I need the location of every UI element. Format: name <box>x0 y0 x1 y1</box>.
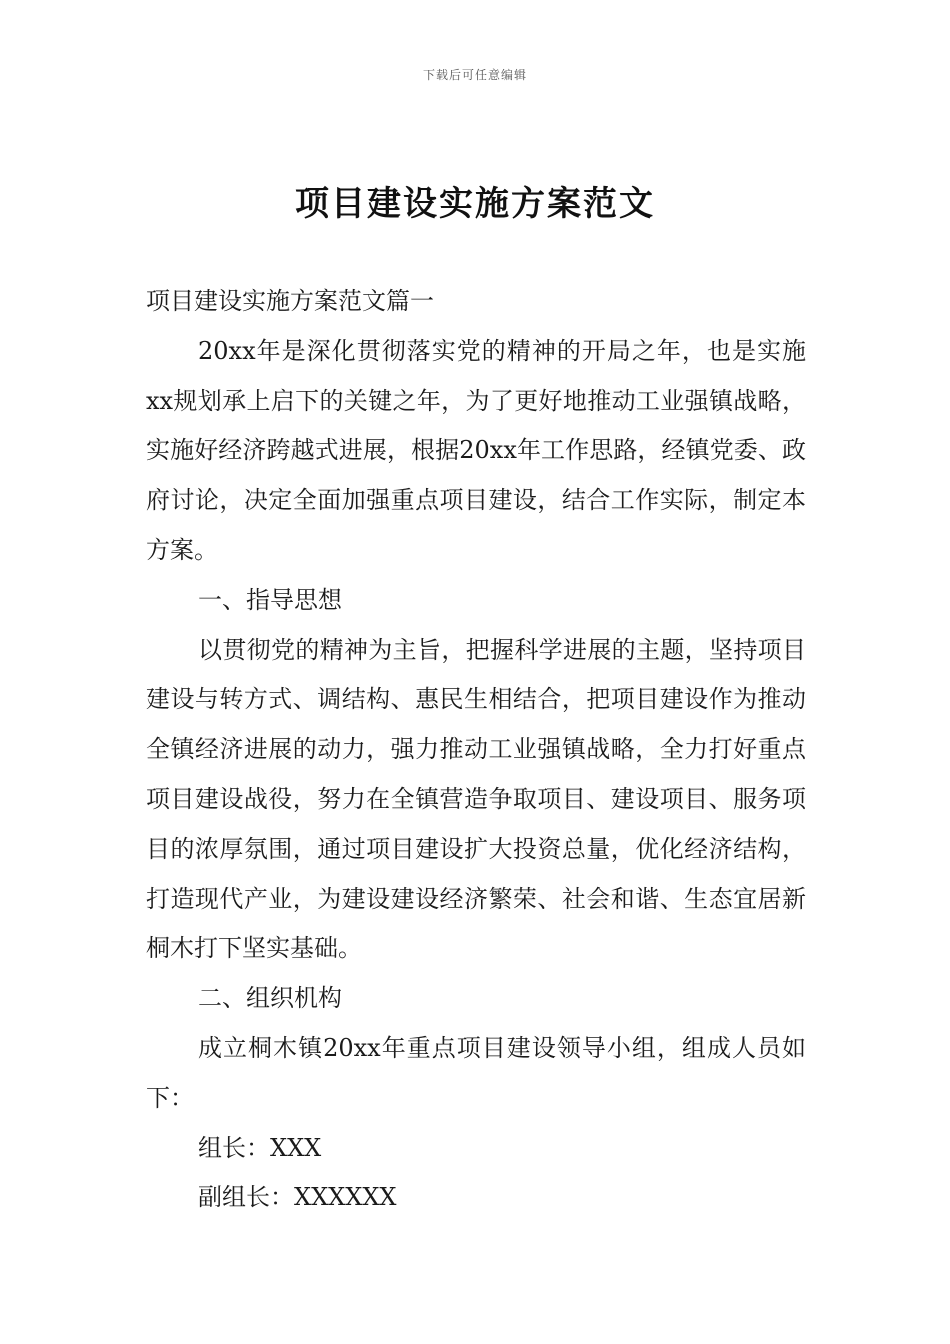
deputy-leader-line: 副组长：XXXXXX <box>198 1183 397 1212</box>
guiding-paragraph: 以贯彻党的精神为主旨，把握科学进展的主题，坚持项目建设与转方式、调结构、惠民生相结合，把项目建设作为推动全镇经济进展的动力，强力推动工业强镇战略，全力打好重点项目建设战役，努力在全镇营造争取项目、建设项目、服务项目的浓厚氛围，通过项目建设扩大投资总量，优化经济结构，打造现代产业，为建设建设经济繁荣、社会和谐、生态宜居新桐木打下坚实基础。 <box>146 635 806 963</box>
document-body <box>146 277 806 1223</box>
document-title: 项目建设实施方案范文 <box>295 184 655 224</box>
heading-guiding-ideology: 一、指导思想 <box>198 585 342 614</box>
page-header-note: 下载后可任意编辑 <box>422 68 527 82</box>
section-heading: 项目建设实施方案范文篇一 <box>146 287 434 315</box>
organization-paragraph: 成立桐木镇20xx年重点项目建设领导小组，组成人员如下： <box>146 1033 806 1112</box>
intro-paragraph: 20xx年是深化贯彻落实党的精神的开局之年，也是实施xx规划承上启下的关键之年，为了更好地推动工业强镇战略，实施好经济跨越式进展，根据20xx年工作思路，经镇党委、政府讨论，决定全面加强重点项目建设，结合工作实际，制定本方案。 <box>146 336 806 564</box>
leader-line: 组长：XXX <box>198 1133 322 1162</box>
heading-organization: 二、组织机构 <box>198 984 342 1013</box>
